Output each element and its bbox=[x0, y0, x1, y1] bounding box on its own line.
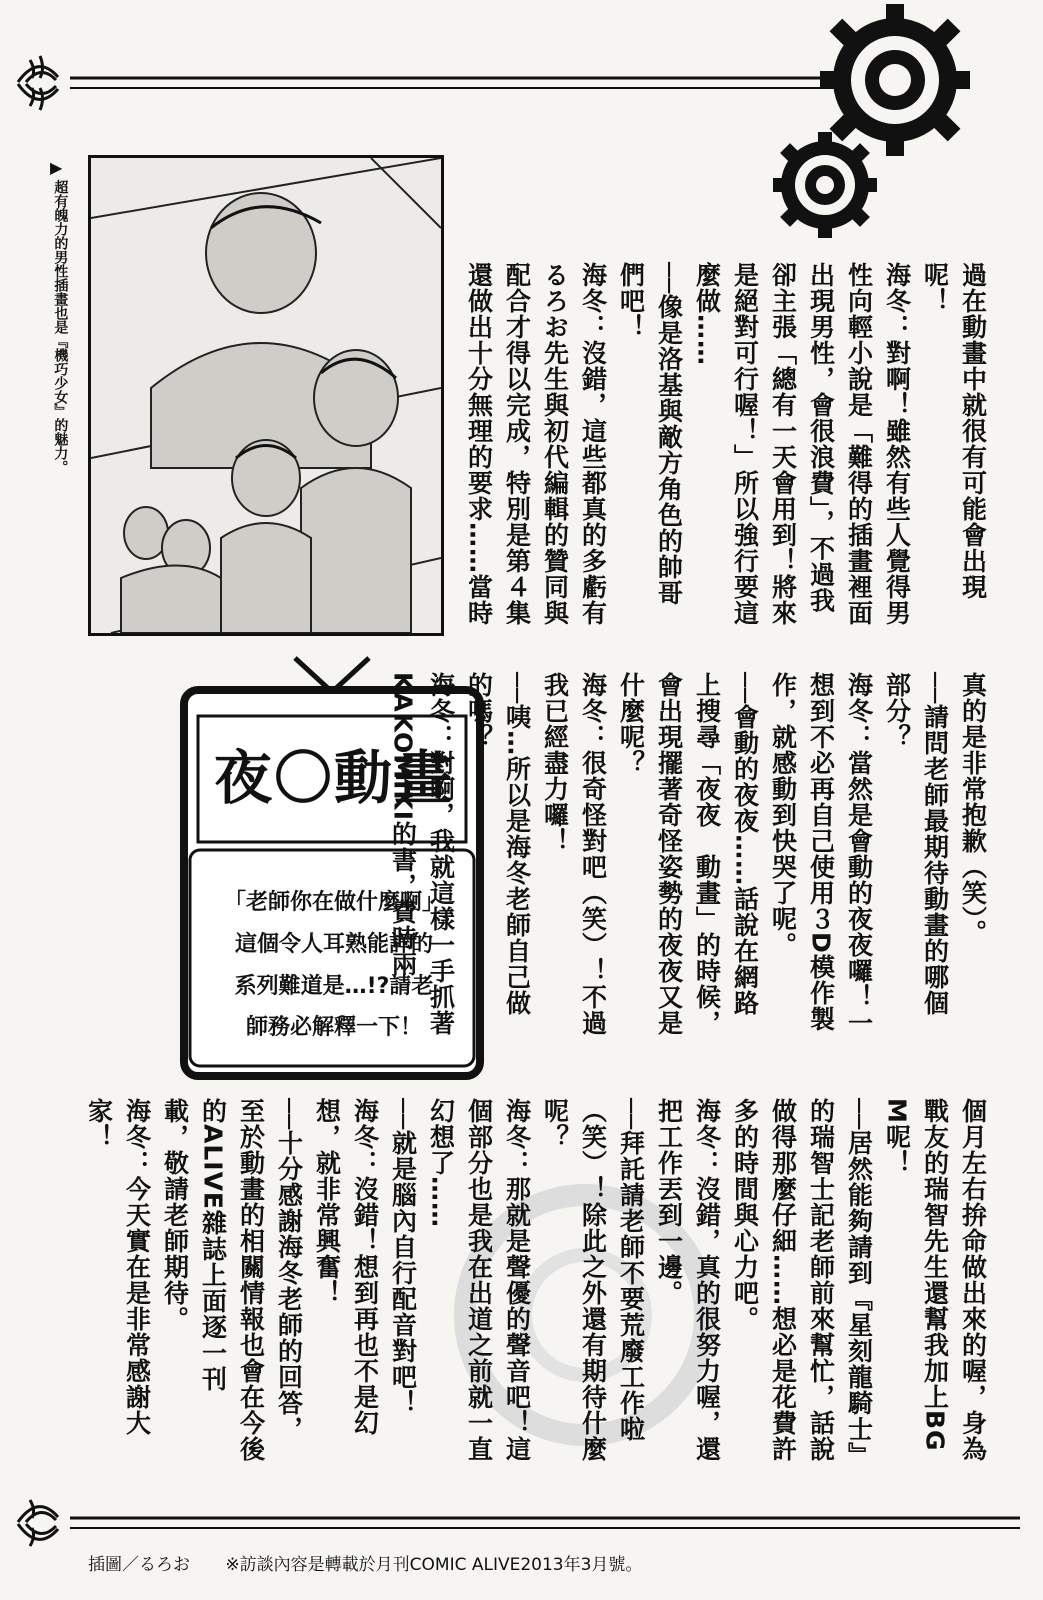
text-column: 上搜尋「夜夜 動畫」的時候， bbox=[692, 672, 722, 1036]
text-column: ──十分感謝海冬老師的回答， bbox=[274, 1098, 304, 1443]
text-column: 海冬：很奇怪對吧（笑）！不過 bbox=[578, 672, 608, 1036]
text-column: 海冬：對啊，我就這樣一手抓著 bbox=[426, 672, 456, 1036]
text-column: 們吧！ bbox=[616, 262, 646, 340]
text-column: 幻想了…… bbox=[426, 1098, 456, 1228]
text-column: 海冬：當然是會動的夜夜囉！一 bbox=[844, 672, 874, 1036]
text-column: 做得那麼仔細……想必是花費許 bbox=[768, 1098, 798, 1462]
text-column: 還做出十分無理的要求……當時 bbox=[464, 262, 494, 626]
text-column: 出現男性，會很浪費」，不過我 bbox=[806, 262, 836, 614]
tv-question: 「老師你在做什麼啊」 這個令人耳熟能詳的 系列難道是…!?請老 師務必解釋一下！ bbox=[223, 890, 444, 1041]
text-column: 真的是非常抱歉（笑）。 bbox=[958, 672, 988, 946]
text-column: 至於動畫的相關情報也會在今後 bbox=[236, 1098, 266, 1462]
text-column: 性向輕小說是「難得的插畫裡面 bbox=[844, 262, 874, 626]
text-column: ──拜託請老師不要荒廢工作啦 bbox=[616, 1098, 646, 1443]
text-column: 海冬：對啊！雖然有些人覺得男 bbox=[882, 262, 912, 626]
text-column: 海冬：沒錯！想到再也不是幻 bbox=[350, 1098, 380, 1436]
text-column: KAKOMIKI的書，費時兩 bbox=[388, 672, 418, 978]
text-column: 戰友的瑞智先生還幫我加上BG bbox=[920, 1098, 950, 1452]
text-column: 海冬：今天實在是非常感謝大 bbox=[122, 1098, 152, 1436]
text-column: 的ALIVE雜誌上面逐一刊 bbox=[198, 1098, 228, 1393]
text-column: 海冬：沒錯，真的很努力喔，還 bbox=[692, 1098, 722, 1462]
text-column: ──像是洛基與敵方角色的帥哥 bbox=[654, 262, 684, 607]
text-column: 會出現擺著奇怪姿勢的夜夜又是 bbox=[654, 672, 684, 1036]
caption-marker-icon: ▶ bbox=[50, 158, 63, 177]
text-column: 卻主張「總有一天會用到！將來 bbox=[768, 262, 798, 626]
manga-illustration bbox=[91, 158, 441, 633]
text-column: 呢？ bbox=[540, 1098, 570, 1150]
small-gear-icon bbox=[773, 132, 877, 238]
text-column: 作，就感動到快哭了呢。 bbox=[768, 672, 798, 958]
text-column: 配合才得以完成，特別是第４集 bbox=[502, 262, 532, 626]
text-column: 想，就非常興奮！ bbox=[312, 1098, 342, 1306]
footer-note: ※訪談內容是轉載於月刊COMIC ALIVE2013年3月號。 bbox=[225, 1555, 643, 1575]
text-column: 個月左右拚命做出來的喔，身為 bbox=[958, 1098, 988, 1462]
text-column: ──請問老師最期待動畫的哪個 bbox=[920, 672, 950, 1017]
text-column: M呢！ bbox=[882, 1098, 912, 1176]
text-column: 多的時間與心力吧。 bbox=[730, 1098, 760, 1332]
text-column: 個部分也是我在出道之前就一直 bbox=[464, 1098, 494, 1462]
text-column: るろお先生與初代編輯的贊同與 bbox=[540, 262, 570, 626]
text-column: 呢！ bbox=[920, 262, 950, 314]
text-column: 過在動畫中就很有可能會出現 bbox=[958, 262, 988, 600]
footer-ornament bbox=[0, 1480, 1043, 1550]
text-column: 我已經盡力囉！ bbox=[540, 672, 570, 854]
text-column: 載，敬請老師期待。 bbox=[160, 1098, 190, 1332]
text-column: 麼做…… bbox=[692, 262, 722, 366]
text-column: 的瑞智士記老師前來幫忙，話說 bbox=[806, 1098, 836, 1462]
text-column: 把工作丟到一邊。 bbox=[654, 1098, 684, 1306]
illustration-panel bbox=[88, 155, 444, 636]
text-column: ──居然能夠請到『星刻龍騎士』 bbox=[844, 1098, 874, 1469]
text-column: 家！ bbox=[84, 1098, 114, 1150]
footer bbox=[88, 1550, 672, 1575]
illustration-caption: 超有魄力的男性插畫也是『機巧少女』的魅力。 bbox=[52, 180, 69, 474]
text-column: ──就是腦內自行配音對吧！ bbox=[388, 1098, 418, 1417]
text-column: 是絕對可行喔！」所以強行要這 bbox=[730, 262, 760, 626]
text-column: （笑）！除此之外還有期待什麼 bbox=[578, 1098, 608, 1462]
text-column: 什麼呢？ bbox=[616, 672, 646, 776]
footer-credit: 插圖／るろお bbox=[88, 1555, 190, 1575]
text-column: 的嗎？ bbox=[464, 672, 494, 750]
text-column: 海冬：沒錯，這些都真的多虧有 bbox=[578, 262, 608, 626]
text-column: 海冬：那就是聲優的聲音吧！這 bbox=[502, 1098, 532, 1462]
tv-title: 夜〇動畫 bbox=[213, 744, 454, 812]
text-column: ──咦…所以是海冬老師自己做 bbox=[502, 672, 532, 1017]
text-column: 想到不必再自己使用３D模作製 bbox=[806, 672, 836, 1032]
large-gear-icon bbox=[820, 4, 970, 156]
text-column: 部分？ bbox=[882, 672, 912, 750]
text-column: ──會動的夜夜……話說在網路 bbox=[730, 672, 760, 1017]
